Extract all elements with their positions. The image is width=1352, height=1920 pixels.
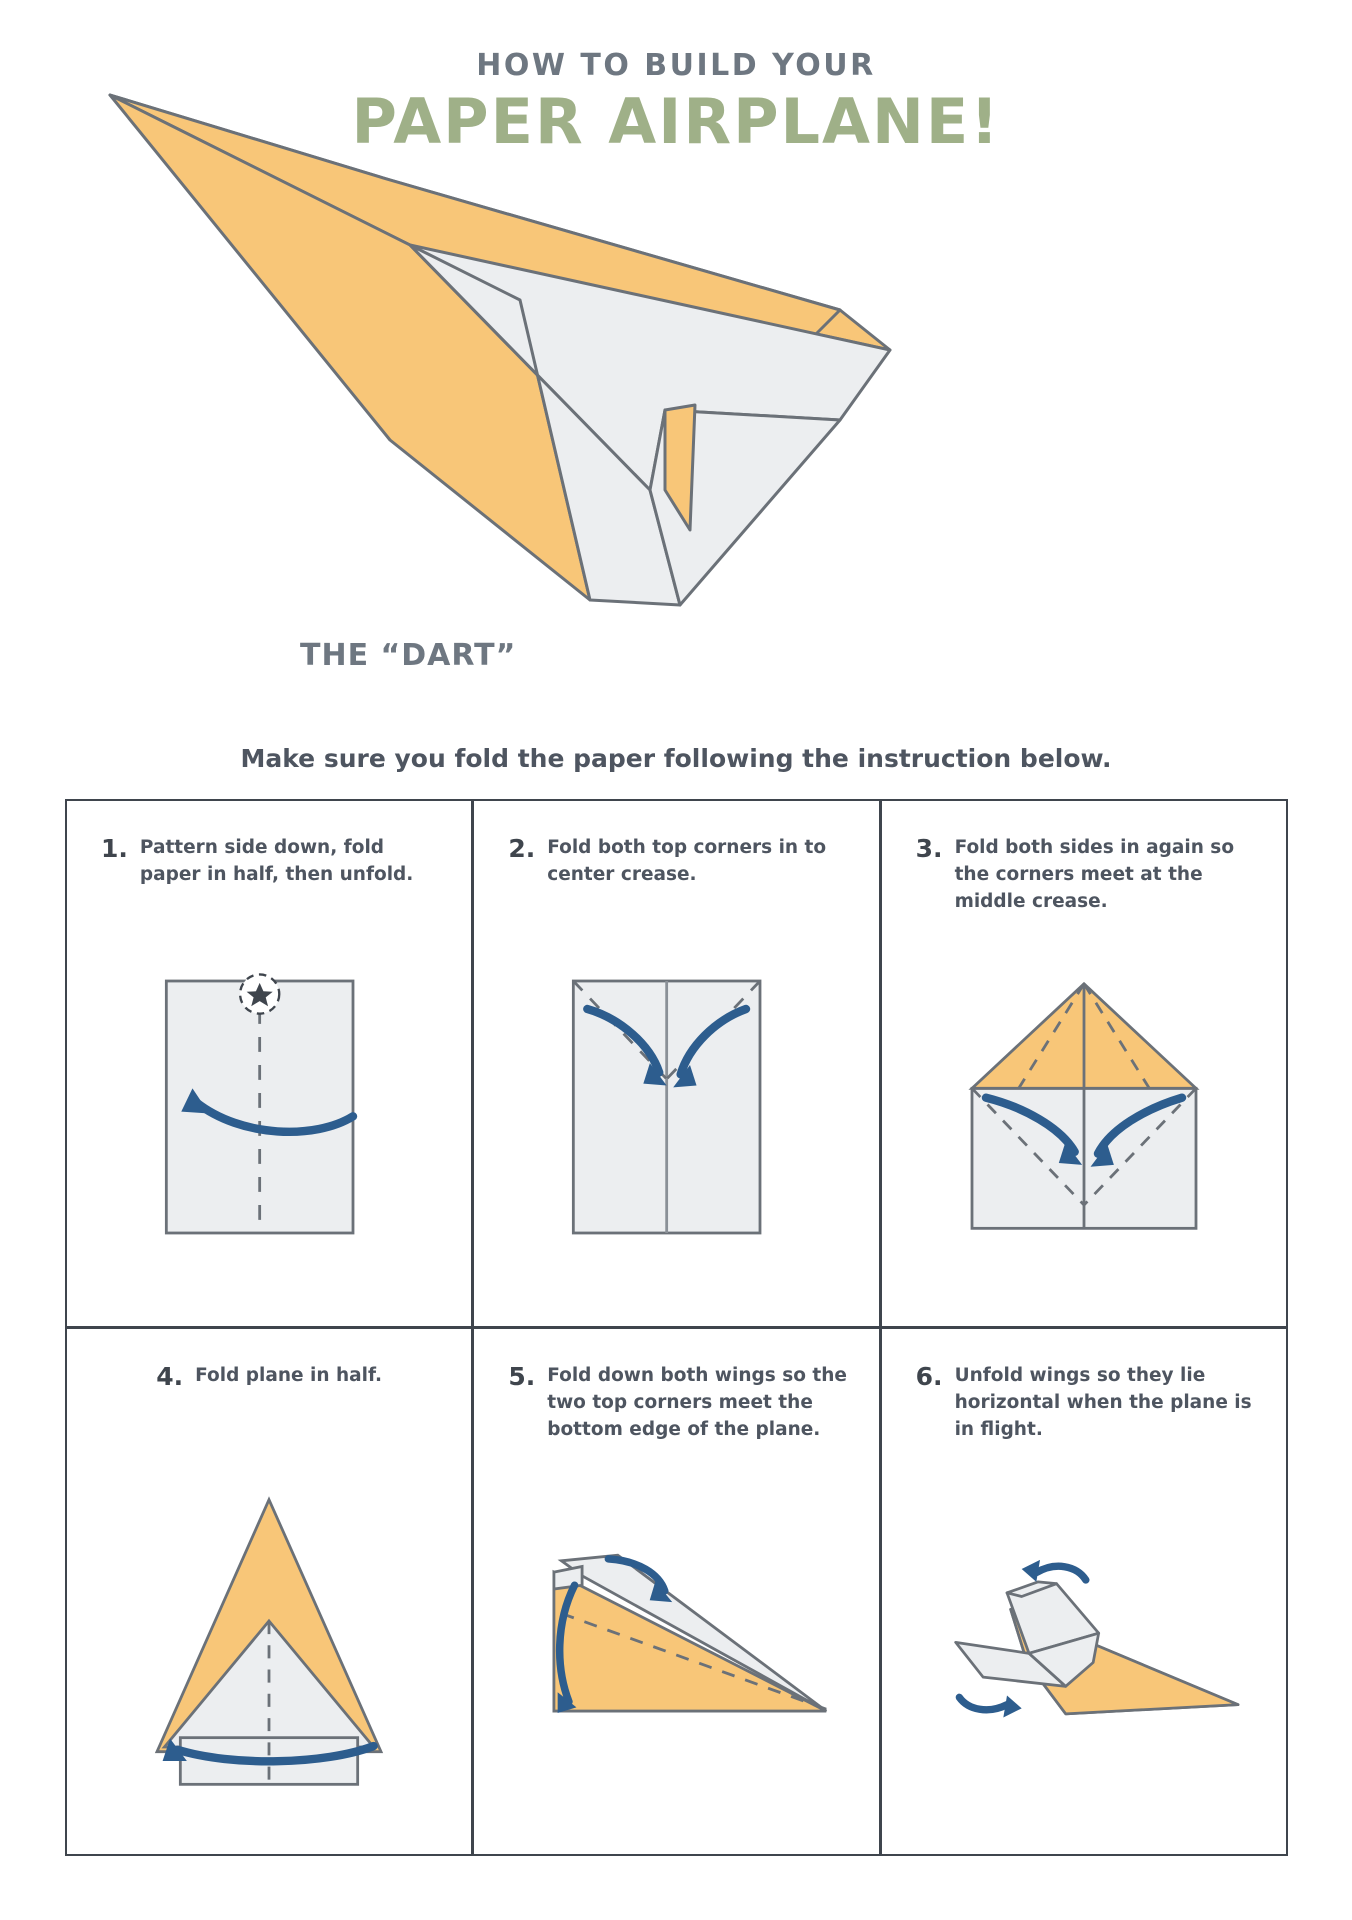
step-figure-1 [67, 901, 471, 1312]
step-card-4 [65, 1327, 473, 1856]
step-text-6: Unfold wings so they lie horizontal when the plane is in flight. [954, 1365, 1252, 1440]
step-text-2: Fold both top corners in to center crease. [547, 837, 827, 885]
step-text-4: Fold plane in half. [195, 1365, 383, 1386]
step-card-3 [880, 799, 1288, 1328]
header-line-1: HOW TO BUILD YOUR [476, 48, 876, 83]
step-number-1: 1. [101, 834, 128, 863]
hero-paper-airplane-illustration [90, 60, 990, 620]
model-name-label: THE “DART” [300, 638, 517, 673]
step-card-5 [472, 1327, 880, 1856]
step-card-6 [880, 1327, 1288, 1856]
step-number-6: 6. [915, 1362, 943, 1391]
step-card-2 [472, 799, 880, 1328]
step-figure-4 [67, 1429, 471, 1840]
step-card-1 [65, 799, 473, 1328]
steps-grid [66, 800, 1288, 1856]
header-line-2: PAPER AIRPLANE! [351, 85, 1001, 158]
step-text-3: Fold both sides in again so the corners meet at the middle crease. [954, 837, 1235, 912]
step-figure-5 [474, 1429, 878, 1840]
step-text-5: Fold down both wings so the two top corners meet the bottom edge of the plane. [547, 1365, 847, 1440]
step-text-1: Pattern side down, fold paper in half, then unfold. [139, 837, 414, 885]
step-number-2: 2. [508, 834, 536, 863]
step-number-4: 4. [156, 1362, 184, 1391]
step-number-5: 5. [508, 1362, 536, 1391]
step-figure-6 [882, 1429, 1286, 1840]
step-figure-2 [474, 901, 878, 1312]
instruction-subtitle: Make sure you fold the paper following the instruction below. [240, 744, 1112, 773]
step-figure-3 [882, 901, 1286, 1312]
step-number-3: 3. [915, 834, 943, 863]
